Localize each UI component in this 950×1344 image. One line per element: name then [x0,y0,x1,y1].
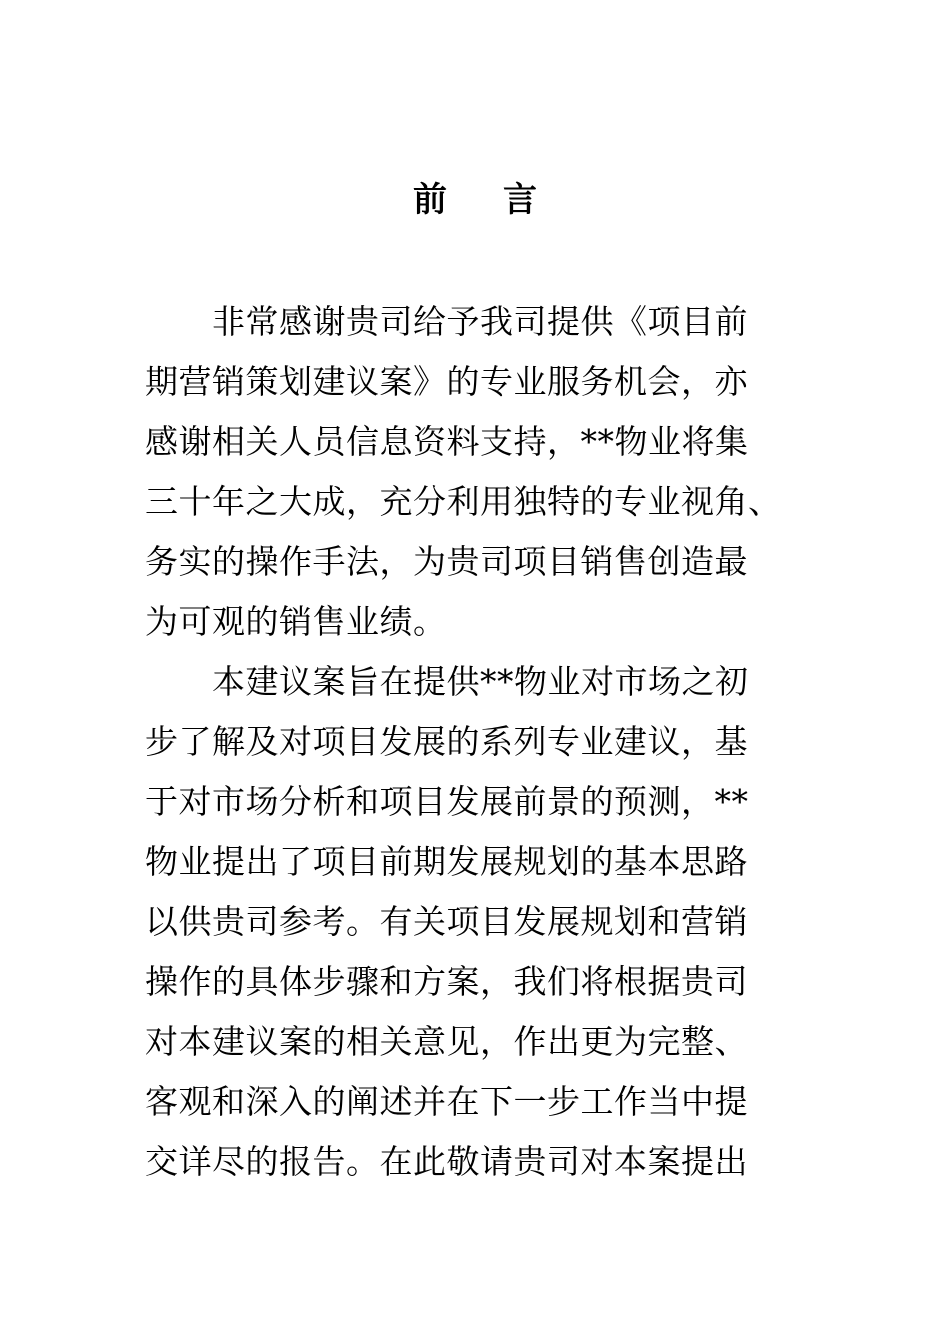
text-line: 客观和深入的阐述并在下一步工作当中提 [145,1082,748,1121]
paragraph-1 [145,292,845,652]
text-line: 为可观的销售业绩。 [145,602,447,641]
title-char-2: 言 [503,180,537,220]
text-line: 务实的操作手法，为贵司项目销售创造最 [145,542,748,581]
title-char-1: 前 [413,180,447,220]
text-line: 感谢相关人员信息资料支持，**物业将集 [145,422,749,461]
text-line: 对本建议案的相关意见，作出更为完整、 [145,1022,748,1061]
text-line: 以供贵司参考。有关项目发展规划和营销 [145,902,748,941]
text-line: 物业提出了项目前期发展规划的基本思路 [145,842,748,881]
text-line: 交详尽的报告。在此敬请贵司对本案提出 [145,1142,748,1181]
paragraph-2 [145,652,845,1192]
text-line: 三十年之大成，充分利用独特的专业视角、 [145,482,782,521]
text-line: 于对市场分析和项目发展前景的预测，** [145,782,749,821]
text-line: 步了解及对项目发展的系列专业建议，基 [145,722,748,761]
text-line: 本建议案旨在提供**物业对市场之初 [145,662,749,701]
body-text [145,292,845,1192]
text-line: 非常感谢贵司给予我司提供《项目前 [145,302,748,341]
text-line: 操作的具体步骤和方案，我们将根据贵司 [145,962,748,1001]
page-title [0,172,950,228]
text-line: 期营销策划建议案》的专业服务机会，亦 [145,362,748,401]
